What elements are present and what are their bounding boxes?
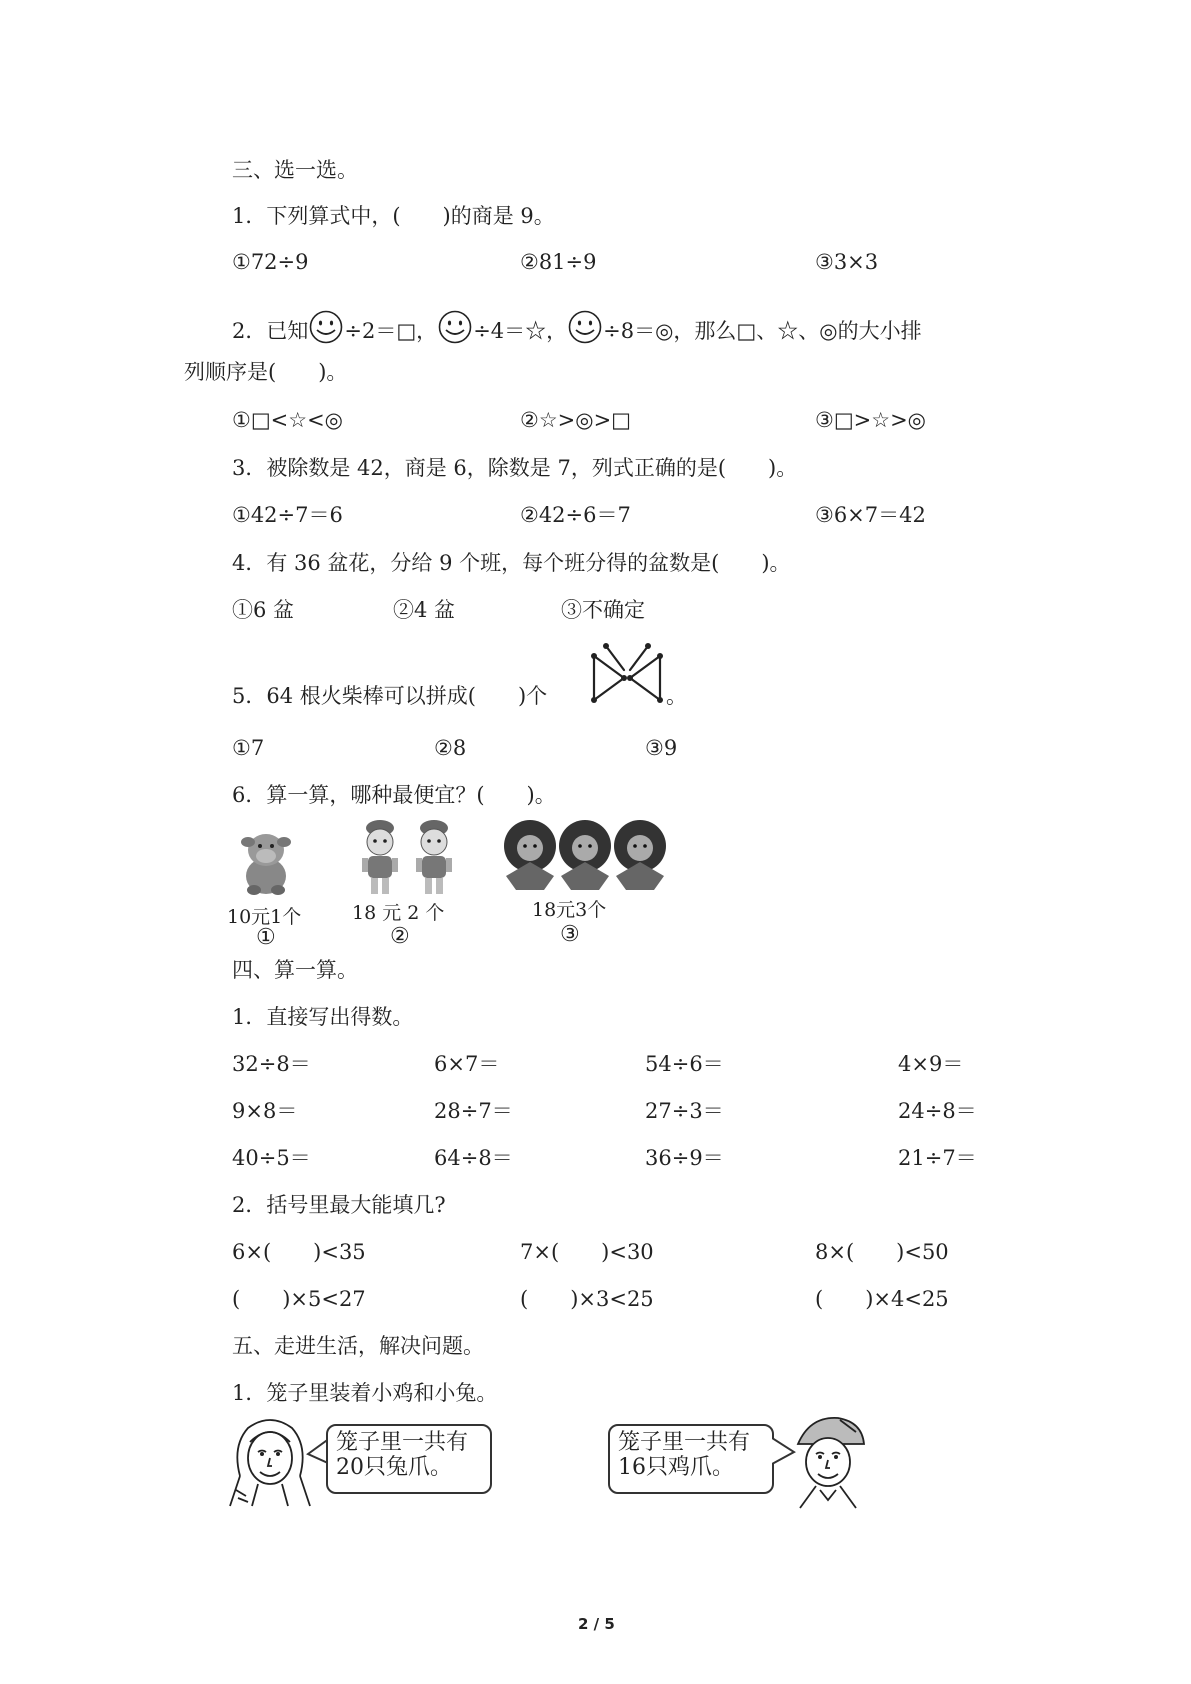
doll-pair-image [352, 818, 464, 900]
calc-r2-c2: 28÷7＝ [434, 1099, 513, 1123]
bubble-left-line-1: 笼子里一共有 [336, 1430, 469, 1455]
speech-bubble-right [608, 1424, 774, 1494]
q2-option-1: ①□<☆<◎ [232, 408, 344, 432]
q1-option-3: ③3×3 [815, 250, 879, 274]
q4-option-2: ②4 盆 [393, 598, 456, 622]
q1-option-2: ②81÷9 [520, 250, 597, 274]
toy-1-price: 10元1个 [227, 906, 302, 928]
toy-2-price: 18 元 2 个 [352, 902, 445, 924]
q5-option-2: ②8 [434, 736, 467, 760]
q4-option-1: ①6 盆 [232, 598, 295, 622]
q2-line-2: 列顺序是( )。 [184, 360, 348, 384]
fill-r2-c2: ( )×3<25 [520, 1287, 654, 1311]
toy-2-mark: ② [390, 924, 410, 949]
section-4-title: 四、算一算。 [232, 958, 358, 982]
toy-3-mark: ③ [560, 922, 580, 947]
q5-stem: 5．64 根火柴棒可以拼成( )个 [232, 684, 548, 708]
calc-r3-c3: 36÷9＝ [645, 1146, 724, 1170]
bubble-left-line-2: 20只兔爪。 [336, 1455, 452, 1481]
toy-1-mark: ① [256, 925, 276, 950]
smiley-face-icon [437, 310, 473, 344]
s4-q1-stem: 1．直接写出得数。 [232, 1005, 414, 1029]
fill-r1-c3: 8×( )<50 [815, 1240, 949, 1264]
q2-part-3: ÷8＝◎，那么□、☆、◎的大小排 [603, 319, 922, 343]
q1-option-1: ①72÷9 [232, 250, 309, 274]
q3-option-2: ②42÷6＝7 [520, 503, 631, 527]
q3-option-1: ①42÷7＝6 [232, 503, 343, 527]
smiley-face-icon [308, 310, 344, 344]
bubble-right-line-1: 笼子里一共有 [618, 1430, 751, 1455]
q4-stem: 4．有 36 盆花，分给 9 个班，每个班分得的盆数是( )。 [232, 551, 791, 575]
q2-option-2: ②☆>◎>□ [520, 408, 632, 432]
fill-r2-c3: ( )×4<25 [815, 1287, 949, 1311]
calc-r1-c1: 32÷8＝ [232, 1052, 311, 1076]
q5-option-1: ①7 [232, 736, 265, 760]
q2-part-2: ÷4＝☆， [473, 319, 568, 343]
toy-3-price: 18元3个 [532, 899, 607, 921]
q2-part-1: ÷2＝□， [344, 319, 438, 343]
q3-stem: 3．被除数是 42，商是 6，除数是 7，列式正确的是( )。 [232, 456, 798, 480]
calc-r2-c4: 24÷8＝ [898, 1099, 977, 1123]
calc-r3-c4: 21÷7＝ [898, 1146, 977, 1170]
q5-option-3: ③9 [645, 736, 678, 760]
boy-cartoon-image [790, 1414, 868, 1510]
fill-r1-c2: 7×( )<30 [520, 1240, 654, 1264]
plush-toy-image [236, 828, 296, 896]
q2-stem [232, 310, 922, 344]
bubble-right-line-2: 16只鸡爪。 [618, 1455, 734, 1481]
calc-r3-c1: 40÷5＝ [232, 1146, 311, 1170]
q4-option-3: ③不确定 [561, 598, 645, 622]
speech-bubble-left [326, 1424, 492, 1494]
smiley-face-icon [567, 310, 603, 344]
q1-stem: 1．下列算式中，( )的商是 9。 [232, 204, 555, 228]
calc-r1-c3: 54÷6＝ [645, 1052, 724, 1076]
curly-doll-trio-image [500, 818, 670, 892]
s4-q2-stem: 2．括号里最大能填几? [232, 1193, 446, 1217]
section-5-title: 五、走进生活，解决问题。 [232, 1334, 484, 1358]
calc-r3-c2: 64÷8＝ [434, 1146, 513, 1170]
q2-option-3: ③□>☆>◎ [815, 408, 927, 432]
girl-cartoon-image [228, 1416, 312, 1508]
q3-option-3: ③6×7＝42 [815, 503, 926, 527]
q5-stem-end: 。 [666, 684, 687, 708]
matchstick-bowtie-icon [586, 642, 668, 712]
q6-stem: 6．算一算，哪种最便宜？( )。 [232, 783, 556, 807]
calc-r1-c2: 6×7＝ [434, 1052, 500, 1076]
q2-prefix: 2．已知 [232, 319, 309, 343]
calc-r2-c1: 9×8＝ [232, 1099, 298, 1123]
section-3-title: 三、选一选。 [232, 158, 358, 182]
calc-r1-c4: 4×9＝ [898, 1052, 964, 1076]
s5-q1-stem: 1．笼子里装着小鸡和小兔。 [232, 1381, 498, 1405]
fill-r2-c1: ( )×5<27 [232, 1287, 366, 1311]
calc-r2-c3: 27÷3＝ [645, 1099, 724, 1123]
page-number: 2 / 5 [578, 1615, 615, 1633]
fill-r1-c1: 6×( )<35 [232, 1240, 366, 1264]
